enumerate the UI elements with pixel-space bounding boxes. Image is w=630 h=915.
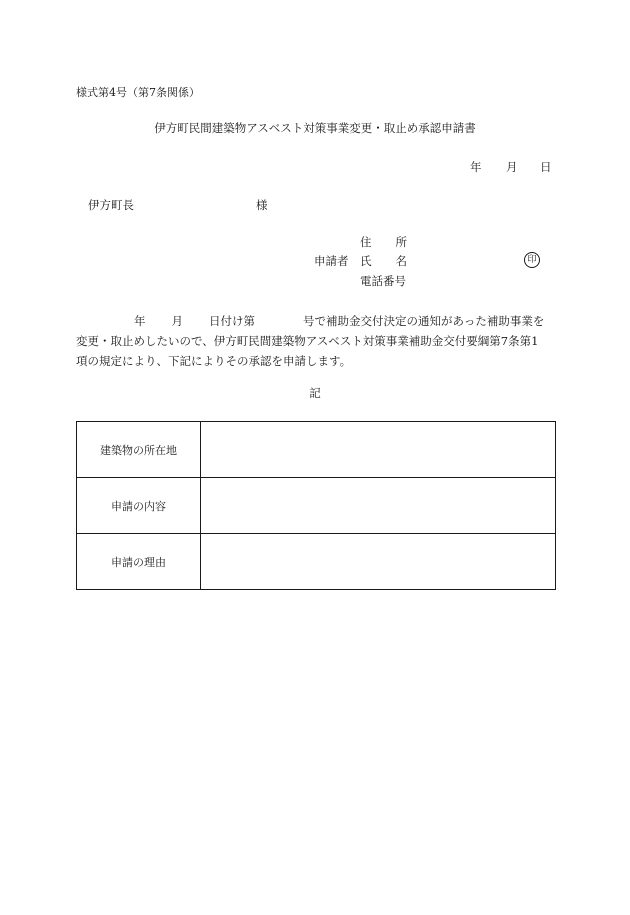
name-label-char2: 名 — [395, 254, 407, 268]
address-label-char2: 所 — [395, 235, 407, 249]
date-day-label: 日 — [540, 160, 552, 174]
body-year: 年 — [134, 314, 146, 328]
address-label-char1: 住 — [360, 235, 372, 249]
row-label-request-content: 申請の内容 — [77, 478, 201, 534]
ki-heading: 記 — [309, 386, 321, 400]
table-row — [77, 422, 556, 478]
table-row — [77, 478, 556, 534]
phone-label: 電話番号 — [360, 274, 406, 288]
body-line-3: 項の規定により、下記によりその承認を申請します。 — [76, 354, 352, 368]
body-line1-end: 号で補助金交付決定の通知があった補助事業を — [303, 314, 545, 328]
row-value-building-location[interactable] — [201, 422, 556, 478]
addressee-honorific: 様 — [256, 198, 268, 212]
body-month: 月 — [171, 314, 183, 328]
address-label — [360, 237, 407, 249]
body-day-ref: 日付け第 — [209, 314, 255, 328]
body-line-2: 変更・取止めしたいので、伊方町民間建築物アスベスト対策事業補助金交付要綱第7条第1 — [76, 334, 539, 348]
row-label-request-reason: 申請の理由 — [77, 534, 201, 590]
document-title: 伊方町民間建築物アスベスト対策事業変更・取止め承認申請書 — [154, 121, 476, 135]
request-body-text — [76, 311, 556, 371]
table-row — [77, 534, 556, 590]
form-number: 様式第4号（第7条関係） — [76, 86, 200, 99]
date-month-label: 月 — [506, 160, 518, 174]
row-value-request-content[interactable] — [201, 478, 556, 534]
row-label-building-location: 建築物の所在地 — [77, 422, 201, 478]
addressee-name: 伊方町長 — [88, 198, 134, 212]
applicant-label: 申請者 — [314, 254, 349, 268]
name-label-char1: 氏 — [360, 254, 372, 268]
row-value-request-reason[interactable] — [201, 534, 556, 590]
name-label — [360, 256, 407, 268]
detail-table — [76, 421, 556, 590]
body-line-1 — [76, 311, 556, 331]
seal-mark-icon: 印 — [524, 252, 540, 268]
date-year-label: 年 — [470, 160, 482, 174]
